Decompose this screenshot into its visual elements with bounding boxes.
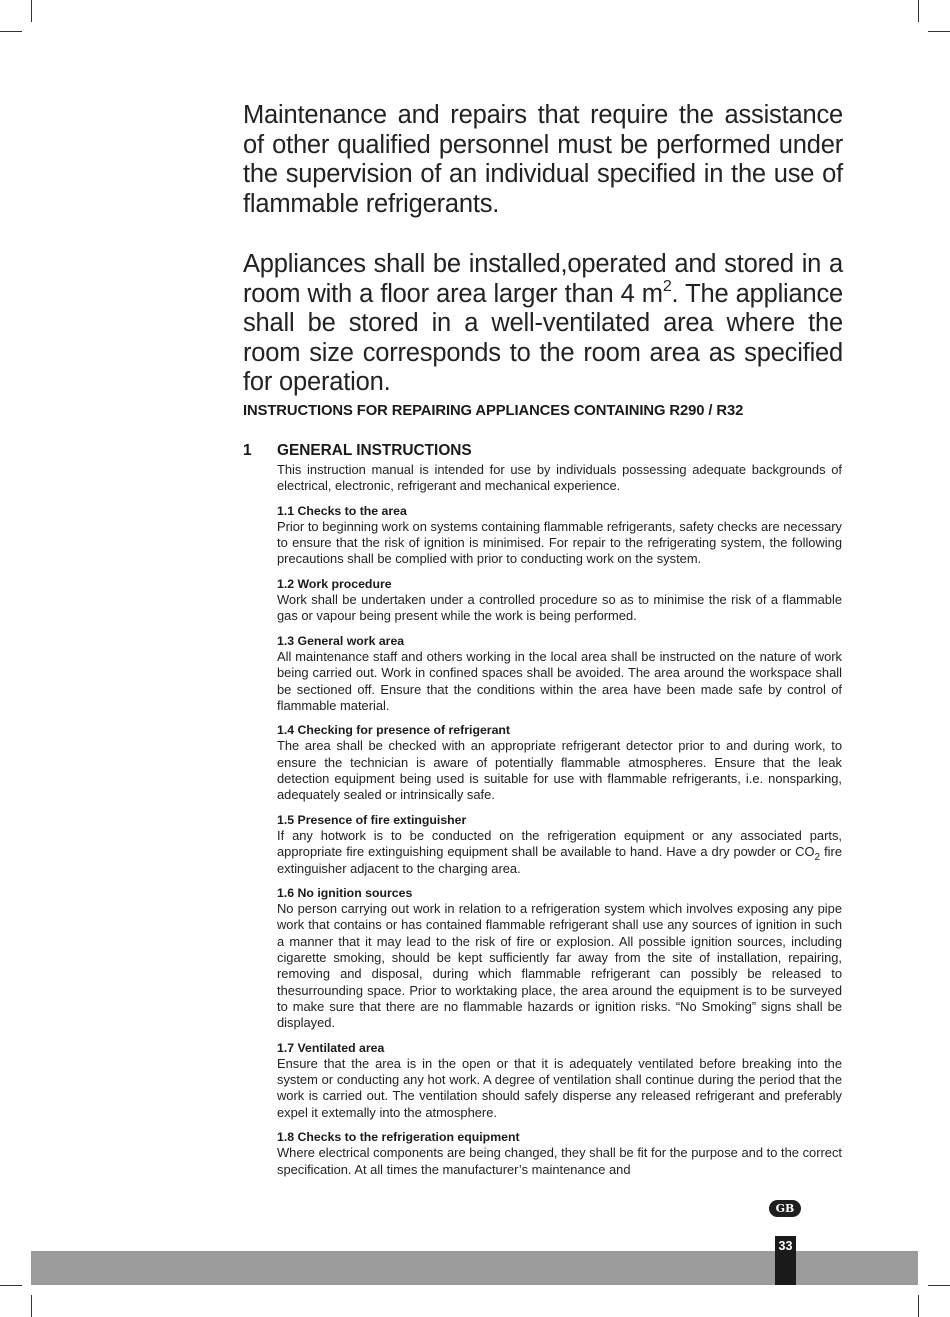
crop-mark-top-right-h bbox=[928, 31, 950, 32]
subsection-heading: 1.1 Checks to the area bbox=[277, 503, 407, 518]
intro-paragraph-2 bbox=[243, 250, 843, 398]
crop-mark-bottom-left bbox=[31, 1295, 32, 1317]
intro-text-1: Maintenance and repairs that require the assistance of other qualified personnel must be performed under the supervision of an individual specified in the use of flammable refrigerants. bbox=[243, 101, 843, 218]
crop-mark-bottom-right-h bbox=[928, 1285, 950, 1286]
subsection-body: Prior to beginning work on systems containing flammable refrigerants, safety checks are necessary to ensure that the risk of ignition is minimised. For repair to the refrigerating system, the following precautions shall be complied with prior to conducting work on the system. bbox=[277, 518, 842, 567]
subsection-body: Ensure that the area is in the open or that it is adequately ventilated before breaking into the system or conducting any hot work. A degree of ventilation shall continue during the period that the work is carried out. The ventilation should safely disperse any released refrigerant and preferably expel it extemally into the atmosphere. bbox=[277, 1055, 842, 1120]
section-title-text: GENERAL INSTRUCTIONS bbox=[277, 442, 472, 459]
subsection-1-1 bbox=[277, 503, 842, 568]
crop-mark-top-left bbox=[31, 0, 32, 22]
subsection-heading: 1.2 Work procedure bbox=[277, 576, 392, 591]
intro-text-2a: Appliances shall be installed,operated and stored in a room with a floor area larger than 4 m bbox=[243, 250, 843, 308]
subscript-2: 2 bbox=[814, 852, 821, 864]
crop-mark-bottom-right bbox=[918, 1295, 919, 1317]
subsection-heading: 1.4 Checking for presence of refrigerant bbox=[277, 723, 511, 738]
subsection-heading: 1.3 General work area bbox=[277, 633, 405, 648]
subsection-1-2 bbox=[277, 576, 842, 625]
main-heading: INSTRUCTIONS FOR REPAIRING APPLIANCES CONTAINING R290 / R32 bbox=[243, 403, 744, 419]
subsection-1-8 bbox=[277, 1129, 842, 1178]
crop-mark-top-left-h bbox=[0, 31, 22, 32]
subsection-1-7 bbox=[277, 1040, 842, 1121]
content-column bbox=[277, 462, 842, 1186]
section-number: 1 bbox=[243, 442, 252, 459]
section-title bbox=[243, 442, 843, 460]
section-intro bbox=[277, 462, 842, 495]
subsection-1-6 bbox=[277, 885, 842, 1032]
body-part-1: If any hotwork is to be conducted on the refrigeration equipment or any associated parts, appropriate fire extinguishing equipment shall be available to hand. Have a dry powder or CO bbox=[277, 827, 842, 860]
subsection-1-3 bbox=[277, 633, 842, 714]
page-number: 33 bbox=[775, 1236, 796, 1285]
subsection-heading: 1.5 Presence of fire extinguisher bbox=[277, 812, 467, 827]
superscript-2: 2 bbox=[662, 277, 672, 295]
subsection-heading: 1.6 No ignition sources bbox=[277, 885, 413, 900]
subsection-1-5 bbox=[277, 812, 842, 877]
subsection-body: Work shall be undertaken under a controlled procedure so as to minimise the risk of a flammable gas or vapour being present while the work is being performed. bbox=[277, 592, 842, 624]
intro-text-2 bbox=[243, 250, 843, 398]
crop-mark-bottom-left-h bbox=[0, 1285, 22, 1286]
intro-text-2b: . The appliance shall be stored in a well-ventilated area where the room size corresponds to the room area as specified for operation. bbox=[243, 279, 843, 397]
intro-paragraph-1 bbox=[243, 101, 843, 219]
subsection-heading: 1.7 Ventilated area bbox=[277, 1040, 385, 1055]
subsection-heading: 1.8 Checks to the refrigeration equipment bbox=[277, 1129, 520, 1144]
subsection-body: Where electrical components are being changed, they shall be fit for the purpose and to the correct specification. At all times the manufacturer’s maintenance and bbox=[277, 1145, 842, 1177]
subsection-1-4 bbox=[277, 722, 842, 803]
subsection-body: The area shall be checked with an appropriate refrigerant detector prior to and during work, to ensure the technician is aware of potentially flammable atmospheres. Ensure that the leak detection equipment being used is suitable for use with flammable refrigerants, i.e. nonsparking, adequately sealed or intrinsically safe. bbox=[277, 738, 842, 803]
subsection-body: No person carrying out work in relation to a refrigeration system which involves exposing any pipe work that contains or has contained flammable refrigerant shall use any sources of ignition in such a manner that it may lead to the risk of fire or explosion. All possible ignition sources, including cigarette smoking, should be kept sufficiently far away from the site of installation, repairing, removing and disposal, during which flammable refrigerant can possibly be released to thesurrounding space. Prior to worktaking place, the area around the equipment is to be surveyed to make sure that there are no flammable hazards or ignition risks. “No Smoking” signs shall be displayed. bbox=[277, 901, 842, 1031]
language-badge: GB bbox=[769, 1200, 801, 1217]
section-intro-text: This instruction manual is intended for use by individuals possessing adequate backgrounds of electrical, electronic, refrigerant and mechanical experience. bbox=[277, 462, 842, 494]
crop-mark-top-right bbox=[918, 0, 919, 22]
subsection-body bbox=[277, 828, 842, 877]
subsection-body: All maintenance staff and others working in the local area shall be instructed on the nature of work being carried out. Work in confined spaces shall be avoided. The area around the workspace shall be sectioned off. Ensure that the conditions within the area have been made safe by control of flammable material. bbox=[277, 648, 842, 713]
body-part-2: fire extinguisher adjacent to the charging area. bbox=[277, 844, 842, 876]
